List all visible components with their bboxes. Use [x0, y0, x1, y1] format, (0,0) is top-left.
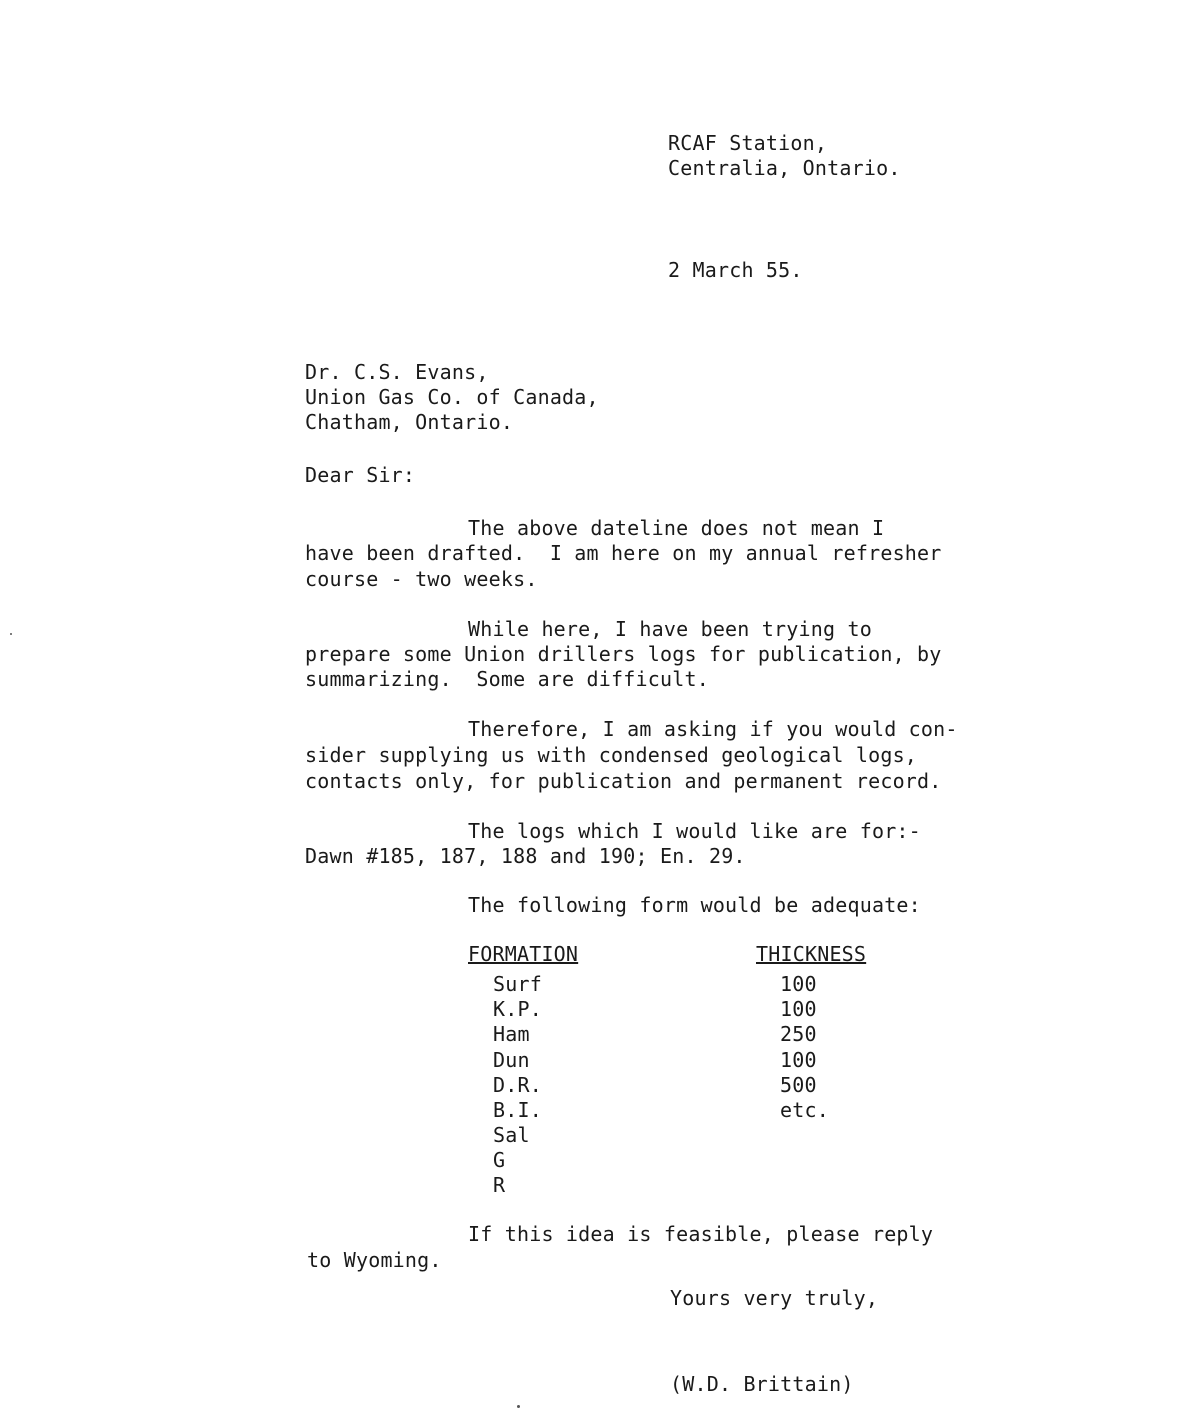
paragraph-6-line-1: If this idea is feasible, please reply: [468, 1222, 934, 1246]
formation-cell: G: [493, 1148, 506, 1172]
paragraph-2-line-1: While here, I have been trying to: [468, 617, 872, 641]
formation-cell: Sal: [493, 1123, 530, 1147]
thickness-cell: 100: [780, 997, 817, 1021]
paragraph-6-line-2: to Wyoming.: [307, 1248, 442, 1272]
table-header-formation: FORMATION: [468, 942, 579, 966]
paragraph-5-line-1: The following form would be adequate:: [468, 893, 921, 917]
recipient-line-3: Chatham, Ontario.: [305, 410, 514, 434]
paragraph-4-line-1: The logs which I would like are for:-: [468, 819, 921, 843]
sender-line-1: RCAF Station,: [668, 131, 828, 155]
formation-cell: D.R.: [493, 1073, 542, 1097]
table-header-thickness: THICKNESS: [756, 942, 867, 966]
recipient-line-1: Dr. C.S. Evans,: [305, 360, 489, 384]
paragraph-3-line-2: sider supplying us with condensed geological logs,: [305, 743, 918, 767]
thickness-cell: 100: [780, 1048, 817, 1072]
letter-date: 2 March 55.: [668, 258, 803, 282]
paragraph-2-line-3: summarizing. Some are difficult.: [305, 667, 709, 691]
formation-cell: Ham: [493, 1022, 530, 1046]
thickness-cell: 250: [780, 1022, 817, 1046]
scan-speck: [10, 633, 12, 635]
sender-line-2: Centralia, Ontario.: [668, 156, 901, 180]
paragraph-3-line-3: contacts only, for publication and permanent record.: [305, 769, 942, 793]
signature: (W.D. Brittain): [670, 1372, 854, 1396]
thickness-cell: 500: [780, 1073, 817, 1097]
scan-speck: [517, 1405, 520, 1408]
paragraph-1-line-3: course - two weeks.: [305, 567, 538, 591]
paragraph-4-line-2: Dawn #185, 187, 188 and 190; En. 29.: [305, 844, 746, 868]
recipient-line-2: Union Gas Co. of Canada,: [305, 385, 599, 409]
salutation: Dear Sir:: [305, 463, 416, 487]
formation-cell: Surf: [493, 972, 542, 996]
formation-cell: Dun: [493, 1048, 530, 1072]
paragraph-3-line-1: Therefore, I am asking if you would con-: [468, 717, 958, 741]
paragraph-1-line-1: The above dateline does not mean I: [468, 516, 885, 540]
paragraph-1-line-2: have been drafted. I am here on my annual refresher: [305, 541, 942, 565]
formation-cell: K.P.: [493, 997, 542, 1021]
formation-cell: R: [493, 1173, 506, 1197]
paragraph-2-line-2: prepare some Union drillers logs for publication, by: [305, 642, 942, 666]
closing: Yours very truly,: [670, 1286, 879, 1310]
thickness-cell: 100: [780, 972, 817, 996]
formation-cell: B.I.: [493, 1098, 542, 1122]
thickness-cell: etc.: [780, 1098, 829, 1122]
